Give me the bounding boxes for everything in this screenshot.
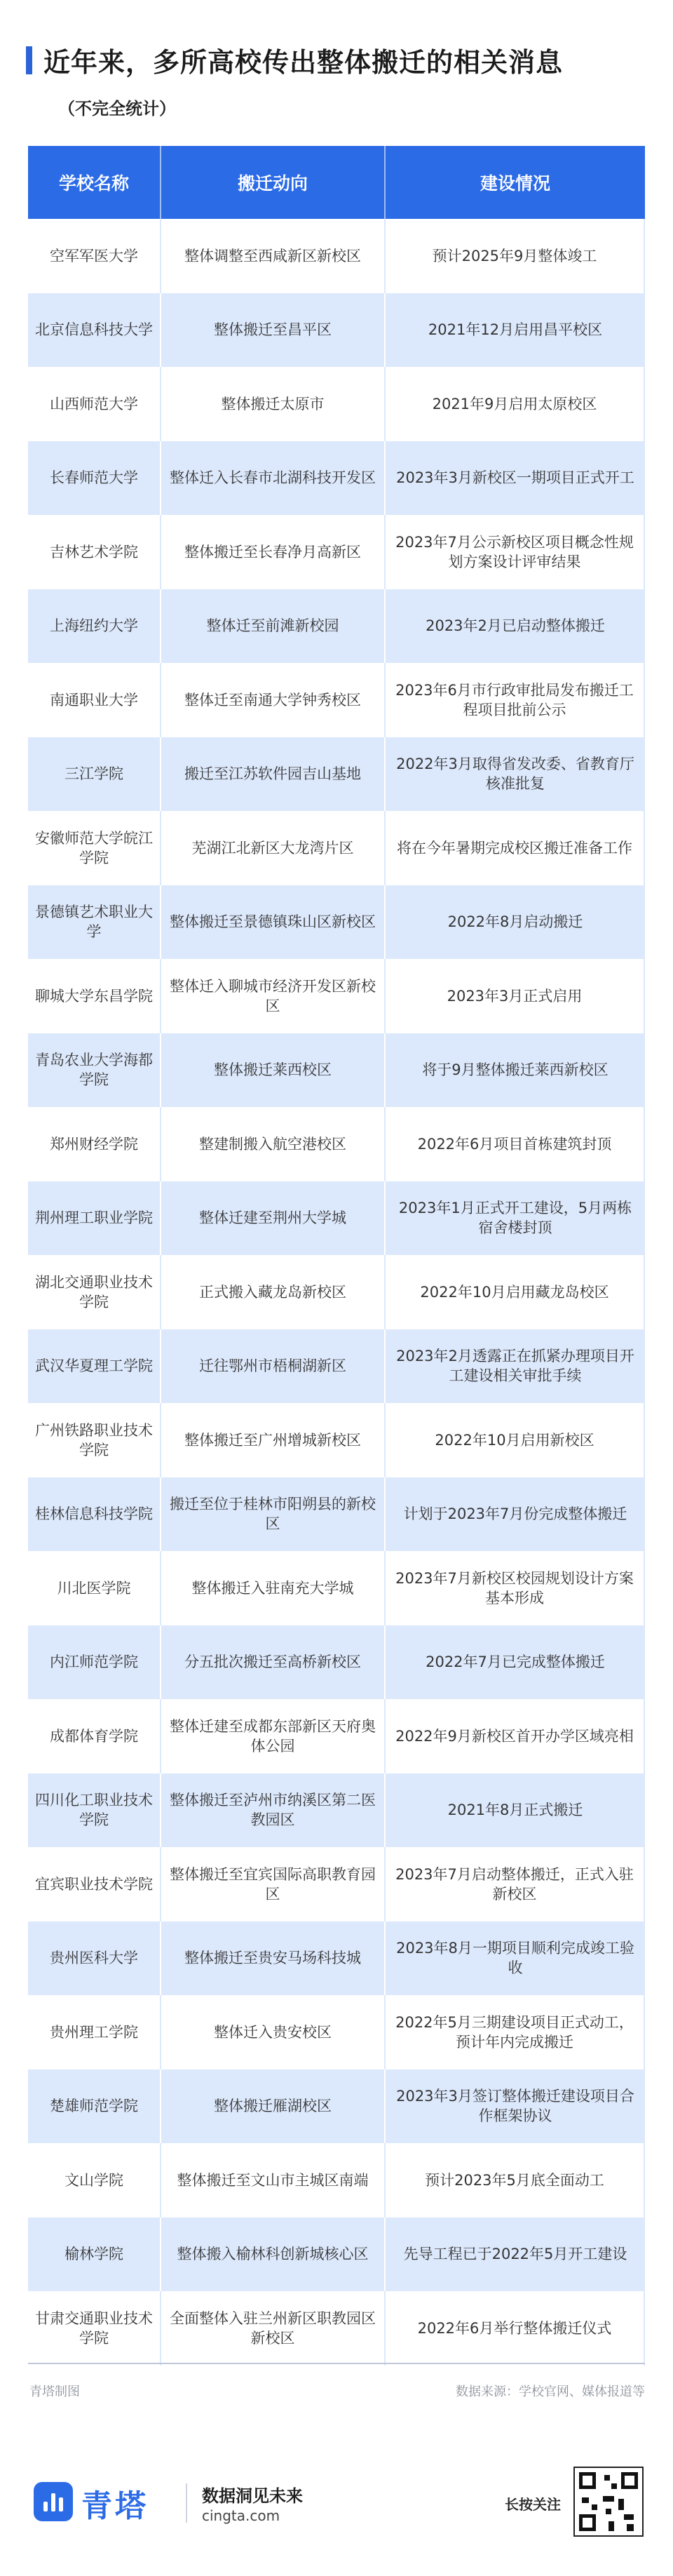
school-cell: 长春师范大学 xyxy=(28,441,161,516)
move-cell: 整体调整至西咸新区新校区 xyxy=(161,219,386,293)
school-cell: 川北医学院 xyxy=(28,1551,161,1625)
brand-name: 青塔 xyxy=(81,2488,149,2524)
move-cell: 整体迁至前滩新校园 xyxy=(161,589,386,664)
status-cell: 2022年7月已完成整体搬迁 xyxy=(426,1653,605,1671)
status-cell: 2022年9月新校区首开办学区域亮相 xyxy=(386,1699,645,1773)
page-title: 近年来，多所高校传出整体搬迁的相关消息 xyxy=(43,47,564,78)
header xyxy=(0,0,673,140)
move-cell: 整体迁入长春市北湖科技开发区 xyxy=(161,441,386,516)
status-cell: 2023年6月市行政审批局发布搬迁工程项目批前公示 xyxy=(386,663,645,737)
table-row xyxy=(28,2143,645,2218)
table-row xyxy=(28,959,645,1033)
table-row xyxy=(28,663,645,737)
school-cell: 空军军医大学 xyxy=(28,219,161,293)
school-cell: 楚雄师范学院 xyxy=(28,2069,161,2144)
status-cell: 2022年5月三期建设项目正式动工，预计年内完成搬迁 xyxy=(386,1995,645,2069)
table-row xyxy=(28,1403,645,1477)
header-move: 搬迁动向 xyxy=(161,146,386,219)
table-row xyxy=(28,515,645,589)
school-cell: 贵州理工学院 xyxy=(28,1995,161,2069)
status-cell: 2022年6月举行整体搬迁仪式 xyxy=(386,2291,645,2366)
move-cell: 全面整体入驻兰州新区职教园区新校区 xyxy=(161,2291,386,2366)
status-cell: 2023年7月新校区校园规划设计方案基本形成 xyxy=(386,1551,645,1625)
table-row xyxy=(28,1699,645,1773)
status-cell: 2023年8月一期项目顺利完成竣工验收 xyxy=(396,1940,634,1977)
move-cell: 整体搬迁至贵安马场科技城 xyxy=(161,1921,386,1996)
move-cell: 整体搬迁至广州增城新校区 xyxy=(161,1403,386,1477)
table-row xyxy=(28,1107,645,1181)
school-cell: 文山学院 xyxy=(28,2143,161,2218)
table-row xyxy=(28,367,645,441)
table-row xyxy=(28,1551,645,1625)
move-cell: 整体搬迁至景德镇珠山区新校区 xyxy=(161,885,386,960)
divider-line xyxy=(28,2363,645,2364)
status-cell: 2022年10月启用新校区 xyxy=(386,1403,645,1477)
status-cell: 2022年8月启动搬迁 xyxy=(447,913,583,931)
source-text: 数据来源：学校官网、媒体报道等 xyxy=(456,2384,645,2399)
table-row xyxy=(28,737,645,812)
move-cell: 整体迁建至荆州大学城 xyxy=(161,1181,386,1256)
move-cell: 整体迁建至成都东部新区天府奥体公园 xyxy=(161,1699,386,1773)
school-cell: 内江师范学院 xyxy=(28,1625,161,1700)
table-row xyxy=(28,1847,645,1921)
table-row xyxy=(28,293,645,368)
school-cell: 武汉华夏理工学院 xyxy=(28,1329,161,1404)
school-cell: 广州铁路职业技术学院 xyxy=(28,1403,161,1477)
school-cell: 吉林艺术学院 xyxy=(28,515,161,589)
move-cell: 搬迁至江苏软件园吉山基地 xyxy=(161,737,386,812)
status-cell: 将于9月整体搬迁莱西新校区 xyxy=(422,1061,609,1079)
table-row xyxy=(28,885,645,960)
move-cell: 芜湖江北新区大龙湾片区 xyxy=(161,811,386,885)
header-status: 建设情况 xyxy=(480,173,550,194)
move-cell: 整体搬入榆林科创新城核心区 xyxy=(161,2218,386,2292)
school-cell: 北京信息科技大学 xyxy=(28,293,161,368)
status-cell: 2022年6月项目首栋建筑封顶 xyxy=(386,1107,645,1181)
table-row xyxy=(28,219,645,293)
status-cell: 2021年8月正式搬迁 xyxy=(447,1802,583,1819)
header-school: 学校名称 xyxy=(28,146,161,219)
table-row xyxy=(28,1995,645,2069)
school-cell: 桂林信息科技学院 xyxy=(28,1477,161,1552)
move-cell: 整体迁入聊城市经济开发区新校区 xyxy=(161,959,386,1033)
status-cell: 2022年10月启用藏龙岛校区 xyxy=(386,1255,645,1329)
brand-divider xyxy=(186,2483,187,2523)
move-cell: 整体搬迁至宜宾国际高职教育园区 xyxy=(161,1847,386,1921)
move-cell: 正式搬入藏龙岛新校区 xyxy=(161,1255,386,1329)
qr-code-icon[interactable] xyxy=(573,2467,644,2537)
table-row xyxy=(28,1255,645,1329)
school-cell: 青岛农业大学海都学院 xyxy=(28,1033,161,1108)
status-cell: 计划于2023年7月份完成整体搬迁 xyxy=(403,1505,627,1523)
school-cell: 湖北交通职业技术学院 xyxy=(28,1255,161,1329)
table-row xyxy=(28,1033,645,1108)
qingta-logo-icon xyxy=(34,2482,73,2521)
move-cell: 整建制搬入航空港校区 xyxy=(161,1107,386,1181)
move-cell: 整体搬迁至长春净月高新区 xyxy=(161,515,386,589)
status-cell: 2023年1月正式开工建设，5月两栋宿舍楼封顶 xyxy=(398,1200,632,1237)
move-cell: 整体迁入贵安校区 xyxy=(161,1995,386,2069)
school-cell: 郑州财经学院 xyxy=(28,1107,161,1181)
relocation-table xyxy=(28,146,645,2366)
status-cell: 2022年3月取得省发改委、省教育厅核准批复 xyxy=(396,756,634,793)
status-cell: 2023年2月已启动整体搬迁 xyxy=(426,617,605,635)
status-cell: 2021年9月启用太原校区 xyxy=(386,367,645,441)
move-cell: 整体搬迁至文山市主城区南端 xyxy=(161,2143,386,2218)
table-row xyxy=(28,2218,645,2292)
table-row xyxy=(28,811,645,885)
brand-footer xyxy=(28,2462,645,2547)
school-cell: 安徽师范大学皖江学院 xyxy=(28,811,161,885)
brand-site: cingta.com xyxy=(202,2507,280,2524)
table-row xyxy=(28,1625,645,1700)
status-cell: 预计2025年9月整体竣工 xyxy=(386,219,645,293)
move-cell: 整体搬迁莱西校区 xyxy=(161,1033,386,1108)
school-cell: 南通职业大学 xyxy=(28,663,161,737)
school-cell: 三江学院 xyxy=(28,737,161,812)
table-row xyxy=(28,1477,645,1552)
school-cell: 聊城大学东昌学院 xyxy=(28,959,161,1033)
school-cell: 荆州理工职业学院 xyxy=(28,1181,161,1256)
move-cell: 整体搬迁至泸州市纳溪区第二医教园区 xyxy=(161,1773,386,1848)
status-cell: 将在今年暑期完成校区搬迁准备工作 xyxy=(386,811,645,885)
school-cell: 榆林学院 xyxy=(28,2218,161,2292)
follow-label: 长按关注 xyxy=(505,2496,561,2513)
table-row xyxy=(28,1773,645,1848)
status-cell: 2021年12月启用昌平校区 xyxy=(428,321,603,339)
table-row xyxy=(28,1921,645,1996)
move-cell: 整体迁至南通大学钟秀校区 xyxy=(161,663,386,737)
status-cell: 先导工程已于2022年5月开工建设 xyxy=(403,2246,627,2263)
table-body xyxy=(28,219,645,2366)
table-row xyxy=(28,1181,645,1256)
table-row xyxy=(28,2291,645,2366)
school-cell: 四川化工职业技术学院 xyxy=(28,1773,161,1848)
title-accent-bar xyxy=(26,46,32,74)
school-cell: 宜宾职业技术学院 xyxy=(28,1847,161,1921)
school-cell: 甘肃交通职业技术学院 xyxy=(28,2291,161,2366)
status-cell: 2023年3月正式启用 xyxy=(386,959,645,1033)
school-cell: 贵州医科大学 xyxy=(28,1921,161,1996)
move-cell: 整体搬迁至昌平区 xyxy=(161,293,386,368)
status-cell: 2023年7月启动整体搬迁，正式入驻新校区 xyxy=(386,1847,645,1921)
status-cell: 2023年2月透露正在抓紧办理项目开工建设相关审批手续 xyxy=(396,1348,634,1385)
move-cell: 整体搬迁太原市 xyxy=(161,367,386,441)
table-row xyxy=(28,1329,645,1404)
status-cell: 2023年7月公示新校区项目概念性规划方案设计评审结果 xyxy=(386,515,645,589)
table-row xyxy=(28,2069,645,2144)
page-subtitle: （不完全统计） xyxy=(58,99,176,119)
school-cell: 成都体育学院 xyxy=(28,1699,161,1773)
move-cell: 整体搬迁雁湖校区 xyxy=(161,2069,386,2144)
table-row xyxy=(28,441,645,516)
credit-text: 青塔制图 xyxy=(29,2384,80,2399)
move-cell: 搬迁至位于桂林市阳朔县的新校区 xyxy=(161,1477,386,1552)
school-cell: 上海纽约大学 xyxy=(28,589,161,664)
school-cell: 景德镇艺术职业大学 xyxy=(28,885,161,960)
status-cell: 预计2023年5月底全面动工 xyxy=(386,2143,645,2218)
status-cell: 2023年3月签订整体搬迁建设项目合作框架协议 xyxy=(396,2088,634,2125)
school-cell: 山西师范大学 xyxy=(28,367,161,441)
status-cell: 2023年3月新校区一期项目正式开工 xyxy=(396,469,634,487)
brand-slogan: 数据洞见未来 xyxy=(202,2486,303,2506)
move-cell: 分五批次搬迁至高桥新校区 xyxy=(161,1625,386,1700)
table-row xyxy=(28,589,645,664)
table-header xyxy=(28,146,645,219)
move-cell: 整体搬迁入驻南充大学城 xyxy=(161,1551,386,1625)
move-cell: 迁往鄂州市梧桐湖新区 xyxy=(161,1329,386,1404)
